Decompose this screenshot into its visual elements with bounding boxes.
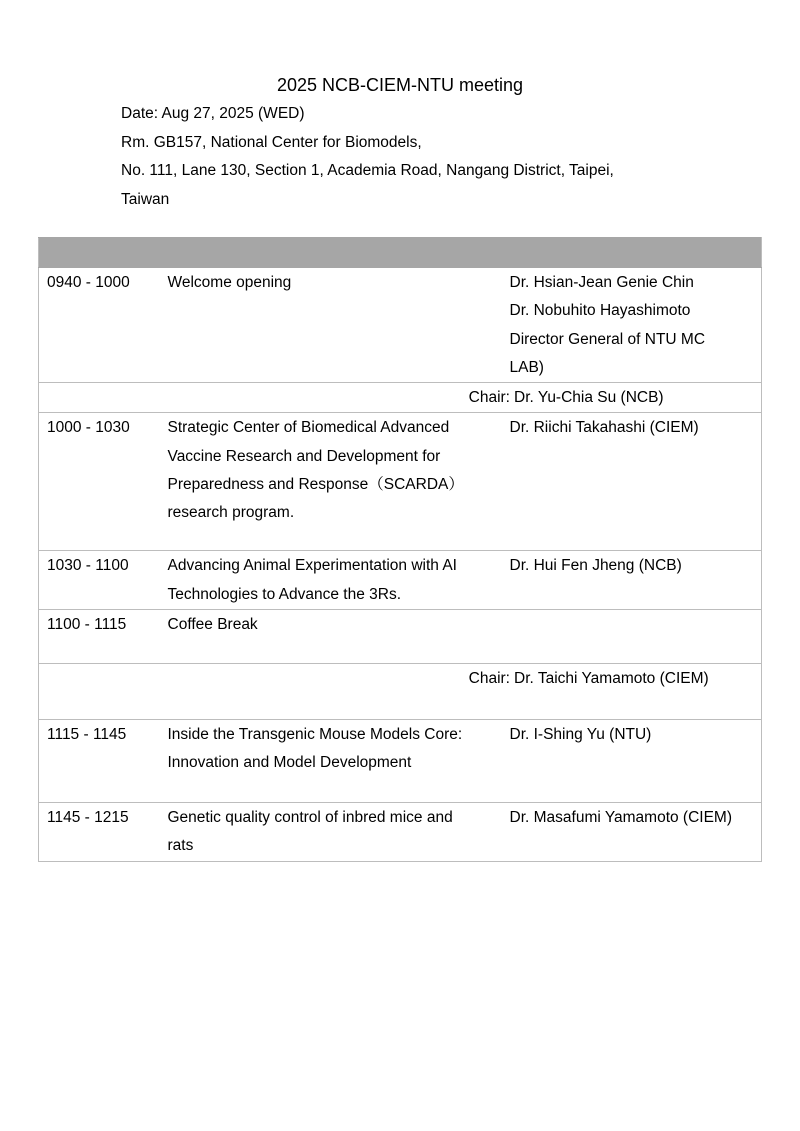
title-line: Technologies to Advance the 3Rs. bbox=[167, 585, 402, 603]
table-row bbox=[39, 803, 762, 862]
title-line: Strategic Center of Biomedical Advanced bbox=[167, 419, 450, 437]
speaker-cell bbox=[506, 803, 762, 862]
table-row bbox=[39, 413, 762, 551]
title-line: Coffee Break bbox=[167, 616, 258, 634]
schedule-table bbox=[38, 237, 762, 862]
title-cell bbox=[164, 803, 506, 862]
title-line: Preparedness and Response（SCARDA） bbox=[167, 476, 464, 494]
time-cell: 1100 - 1115 bbox=[39, 610, 164, 664]
chair-cell bbox=[39, 383, 762, 413]
time-cell: 1115 - 1145 bbox=[39, 720, 164, 803]
title-line: Genetic quality control of inbred mice and bbox=[167, 809, 453, 827]
speaker-cell bbox=[506, 610, 762, 664]
time-cell: 1030 - 1100 bbox=[39, 551, 164, 610]
table-header-row bbox=[39, 238, 762, 268]
chair-cell bbox=[39, 664, 762, 720]
chair-name: Dr. Yu-Chia Su (NCB) bbox=[514, 389, 664, 407]
speaker-line: Dr. Riichi Takahashi (CIEM) bbox=[509, 419, 699, 437]
title-line: Inside the Transgenic Mouse Models Core: bbox=[167, 726, 463, 744]
speaker-cell bbox=[506, 551, 762, 610]
title-line: Advancing Animal Experimentation with AI bbox=[167, 557, 457, 575]
chair-label: Chair: bbox=[468, 670, 510, 688]
table-row bbox=[39, 610, 762, 664]
title-cell bbox=[164, 551, 506, 610]
page-title: 2025 NCB-CIEM-NTU meeting bbox=[276, 75, 524, 95]
meeting-address-line: Rm. GB157, National Center for Biomodels, bbox=[121, 133, 422, 151]
title-line: rats bbox=[167, 837, 194, 855]
speaker-cell bbox=[506, 720, 762, 803]
chair-label: Chair: bbox=[468, 389, 510, 407]
title-line: Innovation and Model Development bbox=[167, 754, 412, 772]
speaker-line: Dr. I-Shing Yu (NTU) bbox=[509, 726, 652, 744]
title-cell bbox=[164, 720, 506, 803]
speaker-cell bbox=[506, 268, 762, 383]
meeting-info bbox=[121, 100, 681, 214]
meeting-address-line: Taiwan bbox=[121, 190, 170, 208]
chair-name: Dr. Taichi Yamamoto (CIEM) bbox=[514, 670, 709, 688]
table-row bbox=[39, 551, 762, 610]
title-line: Vaccine Research and Development for bbox=[167, 447, 441, 465]
table-header-cell bbox=[39, 238, 762, 268]
speaker-line: Director General of NTU MC bbox=[509, 330, 706, 348]
table-row bbox=[39, 268, 762, 383]
time-cell: 0940 - 1000 bbox=[39, 268, 164, 383]
title-cell bbox=[164, 413, 506, 551]
table-row bbox=[39, 720, 762, 803]
title-line: research program. bbox=[167, 504, 295, 522]
speaker-line: LAB) bbox=[509, 358, 544, 376]
speaker-cell bbox=[506, 413, 762, 551]
speaker-line: Dr. Nobuhito Hayashimoto bbox=[509, 302, 691, 320]
speaker-line: Dr. Masafumi Yamamoto (CIEM) bbox=[509, 809, 733, 827]
title-cell bbox=[164, 610, 506, 664]
time-cell: 1145 - 1215 bbox=[39, 803, 164, 862]
speaker-line: Dr. Hui Fen Jheng (NCB) bbox=[509, 557, 682, 575]
meeting-date: Date: Aug 27, 2025 (WED) bbox=[121, 105, 305, 122]
time-cell: 1000 - 1030 bbox=[39, 413, 164, 551]
title-cell bbox=[164, 268, 506, 383]
meeting-address-line: No. 111, Lane 130, Section 1, Academia Road, Nangang District, Taipei, bbox=[121, 162, 614, 179]
speaker-line: Dr. Hsian-Jean Genie Chin bbox=[509, 274, 694, 291]
chair-row bbox=[39, 383, 762, 413]
title-line: Welcome opening bbox=[167, 274, 292, 291]
chair-row bbox=[39, 664, 762, 720]
